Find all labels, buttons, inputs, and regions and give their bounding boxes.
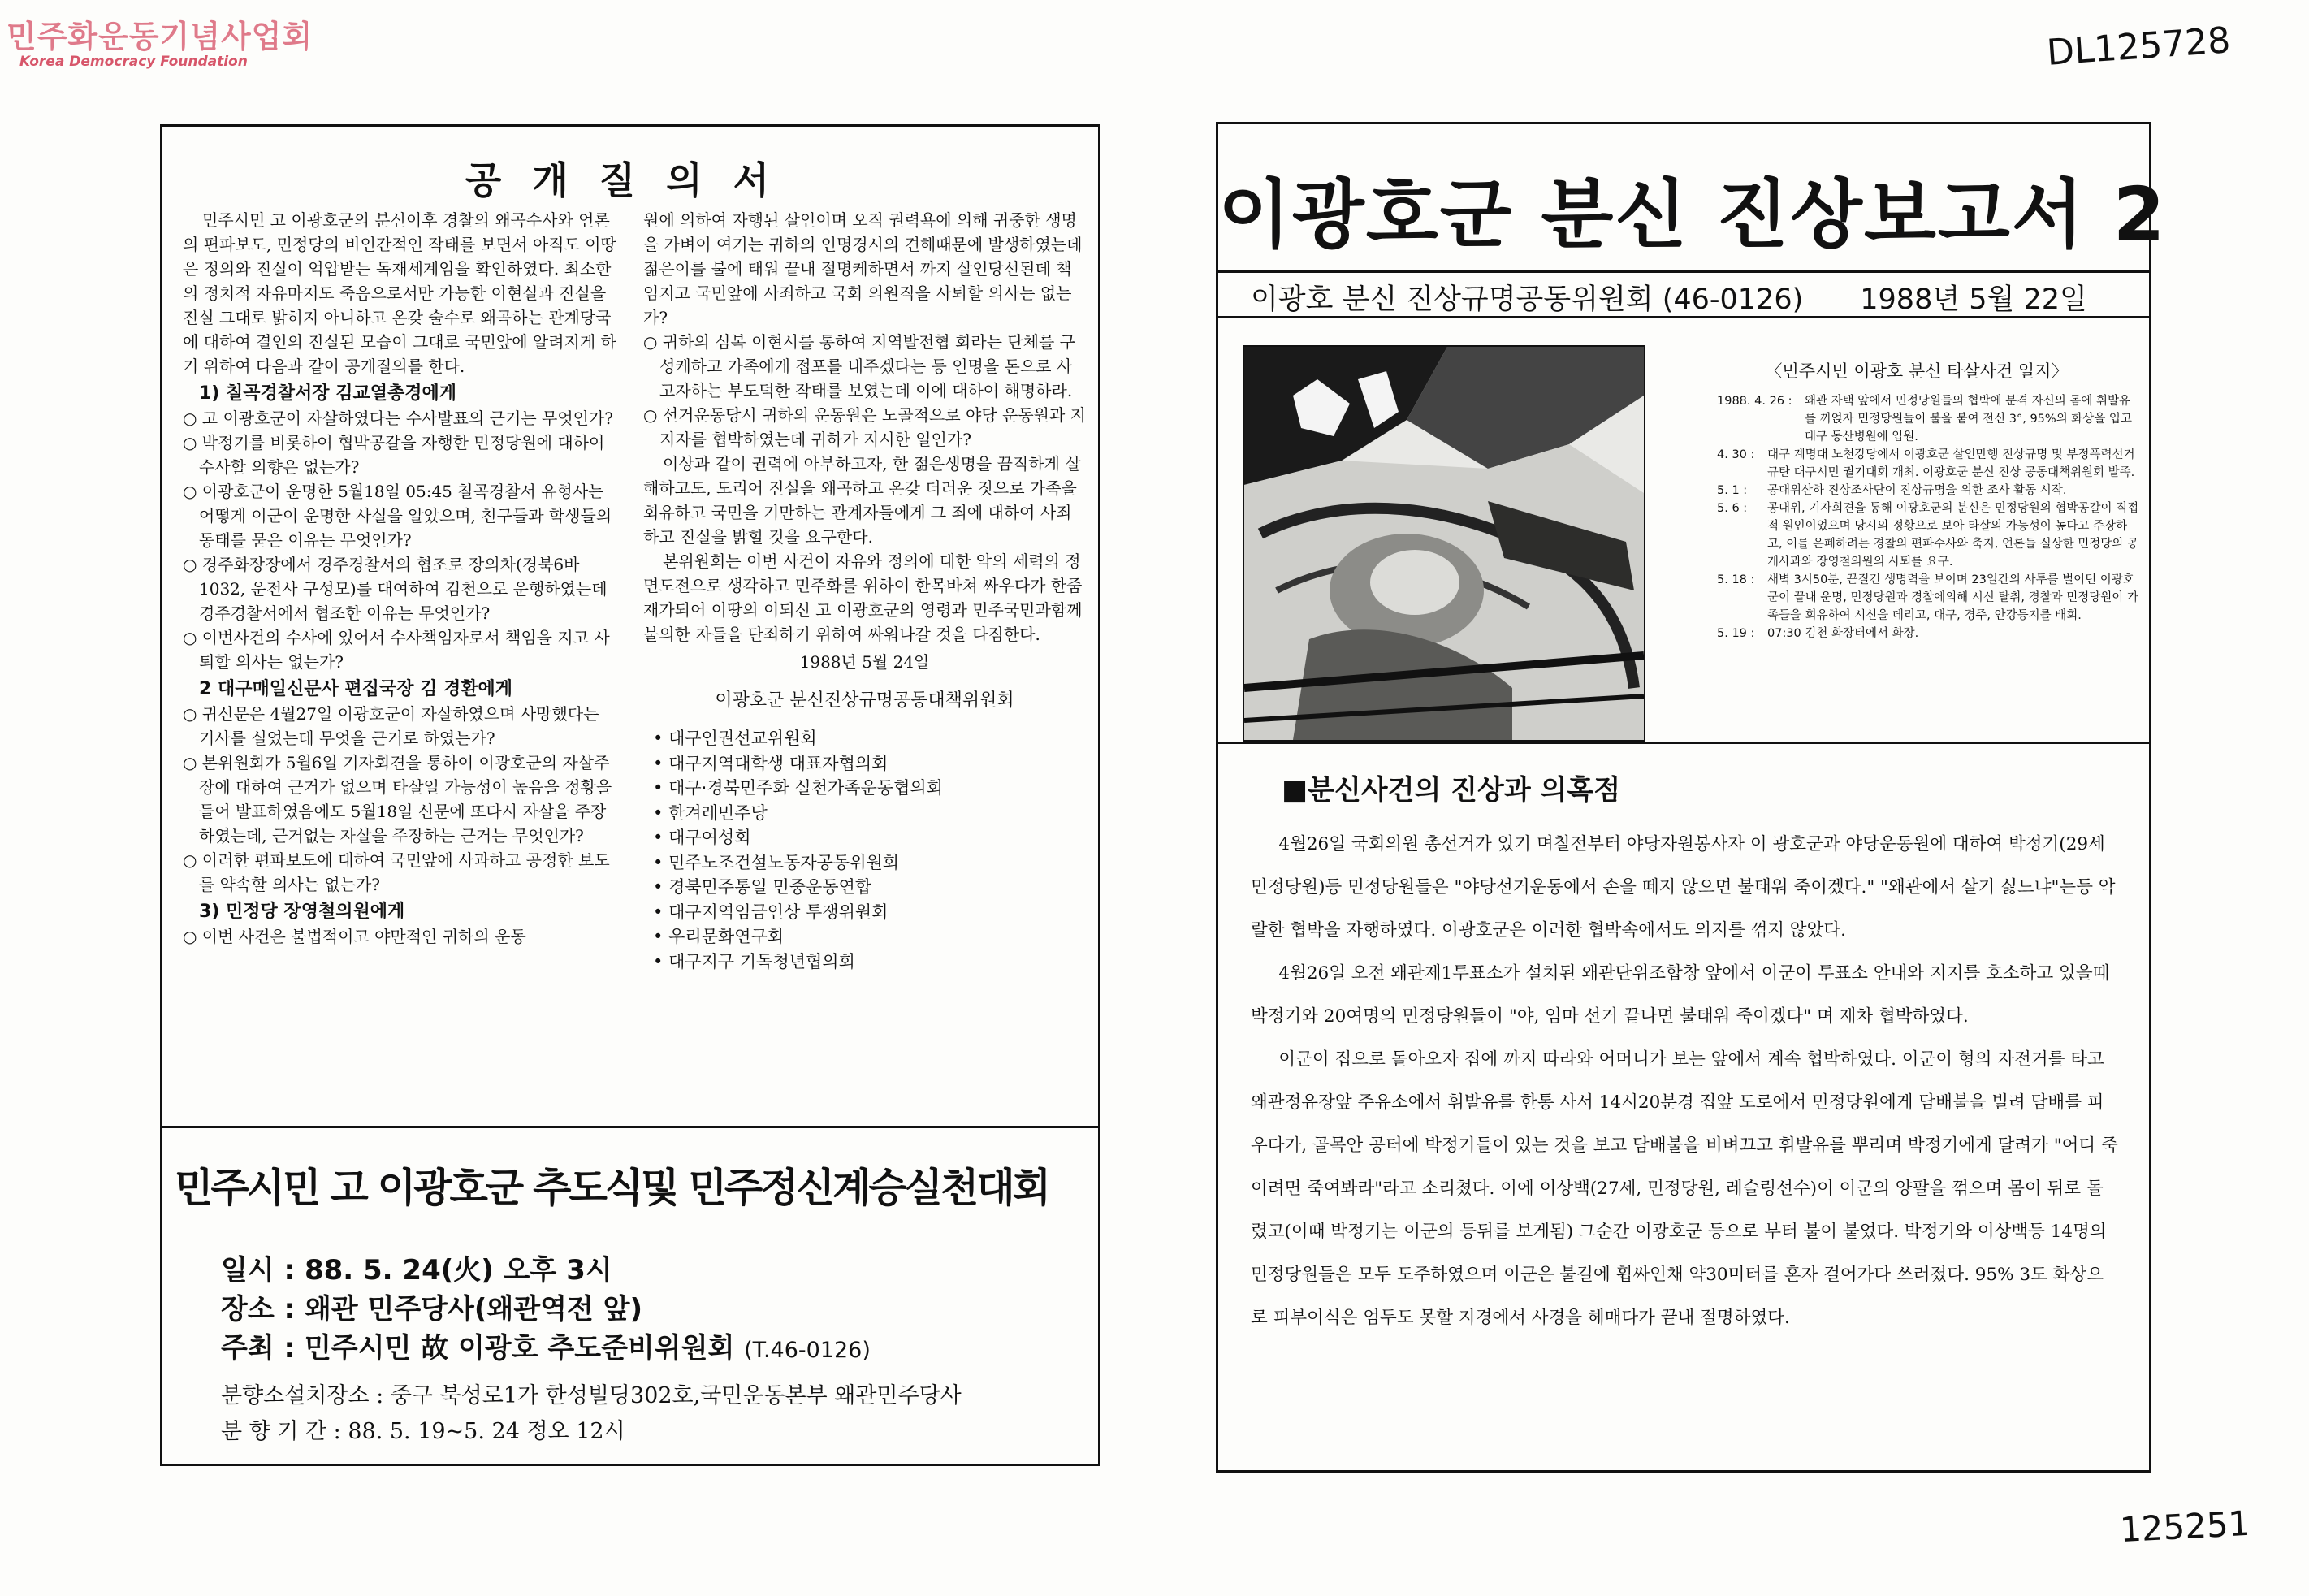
article-paragraph: 4월26일 오전 왜관제1투표소가 설치된 왜관단위조합창 앞에서 이군이 투표소 안내와 지지를 호소하고 있을때 박정기와 20여명의 민정당원들이 "야, 임마 선거 끝나면 불태워 죽이겠다" 며 재차 협박하였다. — [1251, 963, 2110, 1027]
article-paragraph: 4월26일 국회의원 총선거가 있기 며칠전부터 야당자원봉사자 이 광호군과 야당운동원에 대하여 박정기(29세 민정당원)등 민정당원들은 "야당선거운동에서 손을 떼지 않으면 불태워 죽이겠다." "왜관에서 살기 싫느냐"는등 악랄한 협박을 자행하였다. 이광호군은 이러한 협박속에서도 의지를 꺾지 않았다. — [1251, 834, 2116, 941]
question-item: ○ 본위원회가 5월6일 기자회견을 통하여 이광호군의 자살주장에 대하여 근거가 없으며 타살일 가능성이 높음을 정황을 들어 발표하였음에도 5월18일 신문에 또다시 자살을 주장하였는데, 근거없는 자살을 주장하는 근거는 무엇인가? — [183, 753, 612, 846]
open-letter-panel — [160, 124, 1100, 1466]
timeline-text: 07:30 김천 화장터에서 화장. — [1767, 627, 1919, 640]
paragraph: 원에 의하여 자행된 살인이며 오직 권력욕에 의해 귀중한 생명을 가벼이 여기는 귀하의 인명경시의 견해때문에 발생하였는데 젊은이를 불에 태워 끝내 절명케하면서 까지 살인당선된데 책임지고 국민앞에 사죄하고 국회 의원직을 사퇴할 의사는 없는가? — [643, 210, 1083, 327]
member-organization: • 우리문화연구회 — [653, 924, 1086, 949]
question-item: ○ 귀신문은 4월27일 이광호군이 자살하였으며 사망했다는 기사를 실었는데 무엇을 근거로 하였는가? — [183, 704, 599, 748]
report-date: 1988년 5월 22일 — [1860, 283, 2087, 316]
photo-illustration — [1244, 347, 1644, 740]
member-organization: • 대구지구 기독청년협의회 — [653, 949, 1086, 975]
member-organization: • 대구여성회 — [653, 825, 1086, 850]
divider — [1218, 270, 2149, 273]
event-place: 장소 : 왜관 민주당사(왜관역전 앞) — [221, 1293, 642, 1326]
timeline-entry — [1717, 571, 2139, 625]
timeline-entry — [1717, 500, 2139, 571]
report-title: 이광호군 분신 진상보고서 2 — [1218, 171, 2167, 258]
open-letter-date: 1988년 5월 24일 — [799, 652, 930, 672]
timeline-entry — [1717, 482, 2139, 500]
member-organization: • 대구지역대학생 대표자협의회 — [653, 751, 1086, 776]
timeline-date: 4. 30 : — [1717, 448, 1755, 461]
open-letter-column-right-body — [643, 208, 1086, 647]
report-publisher-line — [1251, 277, 2087, 318]
timeline-entry — [1717, 625, 2139, 642]
news-photo — [1243, 345, 1645, 742]
timeline-date: 5. 18 : — [1717, 573, 1755, 586]
memorial-place: 분향소설치장소 : 중구 북성로1가 한성빌딩302호,국민운동본부 왜관민주당사 — [221, 1383, 962, 1408]
incident-timeline — [1717, 392, 2139, 642]
memorial-period: 분 향 기 간 : 88. 5. 19~5. 24 정오 12시 — [221, 1419, 625, 1444]
watermark-english: Korea Democracy Foundation — [19, 54, 248, 70]
timeline-entry — [1717, 446, 2139, 482]
archive-code-bottom: 125251 — [2118, 1503, 2251, 1551]
archive-code-top: DL125728 — [2045, 19, 2232, 74]
member-organization: • 한겨레민주당 — [653, 801, 1086, 826]
question-target-heading: 2 대구매일신문사 편집국장 김 경환에게 — [199, 679, 512, 699]
event-host-name: 주최 : 민주시민 故 이광호 추도준비위원회 — [221, 1332, 735, 1365]
event-phone: (T.46-0126) — [744, 1338, 871, 1363]
question-item: ○ 귀하의 심복 이현시를 통하여 지역발전협 회라는 단체를 구성케하고 가족에게 접포를 내주겠다는 등 인명을 돈으로 사고자하는 부도덕한 작태를 보였는데 이에 대하여 해명하라. — [643, 332, 1075, 400]
divider — [162, 1126, 1098, 1128]
timeline-entry — [1717, 392, 2139, 446]
paragraph: 이상과 같이 권력에 아부하고자, 한 젊은생명을 끔직하게 살해하고도, 도리어 진실을 왜곡하고 온갖 더러운 짓으로 가족을 회유하고 국민을 기만하는 관계자들에게 그 죄에 대하여 사죄하고 진실을 밝힐 것을 요구한다. — [643, 454, 1081, 547]
event-host — [221, 1326, 871, 1365]
member-organization: • 대구·경북민주화 실천가족운동협의회 — [653, 776, 1086, 801]
question-item: ○ 선거운동당시 귀하의 운동원은 노골적으로 야당 운동원과 지지자를 협박하였는데 귀하가 지시한 일인가? — [643, 405, 1086, 449]
timeline-date: 5. 19 : — [1717, 627, 1755, 640]
memorial-event-title: 민주시민 고 이광호군 추도식및 민주정신계승실천대회 — [175, 1165, 1049, 1211]
divider — [1218, 742, 2149, 744]
timeline-text: 대구 계명대 노천강당에서 이광호군 살인만행 진상규명 및 부정폭력선거 규탄 대구시민 궐기대회 개최. 이광호군 분신 진상 공동대책위원회 발족. — [1767, 448, 2135, 479]
timeline-text: 공대위, 기자회견을 통해 이광호군의 분신은 민정당원의 협박공갈이 직접적 원인이었으며 당시의 정황으로 보아 타살의 가능성이 높다고 주장하고, 이를 은폐하려는 경찰의 편파수사와 축지, 언론들 실상한 민정당의 공개사과와 장영철의원의 사퇴를 요구. — [1767, 502, 2139, 569]
question-item: ○ 고 이광호군이 자살하였다는 수사발표의 근거는 무엇인가? — [183, 409, 613, 428]
paragraph: 민주시민 고 이광호군의 분신이후 경찰의 왜곡수사와 언론의 편파보도, 민정당의 비인간적인 작태를 보면서 아직도 이땅은 정의와 진실이 억압받는 독재세계임을 확인하였다. 최소한의 정치적 자유마저도 죽음으로서만 가능한 이현실과 진실을 진실 그대로 밝히지 아니하고 온갖 술수로 왜곡하는 관계당국에 대하여 결인의 진실된 모습이 그대로 국민앞에 알려지게 하기 위하여 다음과 같이 공개질의를 한다. — [183, 210, 616, 376]
member-organization-list — [653, 726, 1086, 974]
timeline-text: 공대위산하 진상조사단이 진상규명을 위한 조사 활동 시작. — [1767, 484, 2067, 497]
question-item: ○ 이러한 편파보도에 대하여 국민앞에 사과하고 공정한 보도를 약속할 의사는 없는가? — [183, 850, 610, 894]
member-organization: • 경북민주통일 민중운동연합 — [653, 875, 1086, 900]
question-target-heading: 1) 칠곡경찰서장 김교열총경에게 — [199, 383, 456, 404]
question-item: ○ 이번사건의 수사에 있어서 수사책임자로서 책임을 지고 사퇴할 의사는 없는가? — [183, 628, 610, 672]
question-item: ○ 박정기를 비롯하여 협박공갈을 자행한 민정당원에 대하여 수사할 의향은 없는가? — [183, 433, 605, 477]
timeline-date: 5. 1 : — [1717, 484, 1748, 497]
timeline-date: 5. 6 : — [1717, 502, 1748, 515]
open-letter-title: 공개질의서 — [465, 158, 801, 202]
member-organization: • 대구지역임금인상 투쟁위원회 — [653, 900, 1086, 925]
event-date: 일시 : 88. 5. 24(火) 오후 3시 — [221, 1254, 612, 1287]
report-article — [1251, 823, 2120, 1339]
member-organization: • 민주노조건설노동자공동위원회 — [653, 850, 1086, 876]
report-panel — [1216, 122, 2167, 1473]
question-item: ○ 이번 사건은 불법적이고 야만적인 귀하의 운동 — [183, 927, 526, 946]
open-letter-column-right — [643, 208, 1086, 974]
watermark-korean: 민주화운동기념사업회 — [6, 19, 313, 54]
timeline-text: 왜관 자택 앞에서 민정당원들의 협박에 분격 자신의 몸에 휘발유를 끼얹자 민정당원들이 불을 붙여 전신 3°, 95%의 화상을 입고 대구 동산병원에 입원. — [1805, 395, 2132, 443]
question-item: ○ 경주화장장에서 경주경찰서의 협조로 장의차(경북6바1032, 운전사 구성모)를 대여하여 김천으로 운행하였는데 경주경찰서에서 협조한 이유는 무엇인가? — [183, 555, 608, 623]
paragraph: 본위원회는 이번 사건이 자유와 정의에 대한 악의 세력의 정면도전으로 생각하고 민주화를 위하여 한목바쳐 싸우다가 한줌 재가되어 이땅의 이되신 고 이광호군의 영령과 민주국민과함께 불의한 자들을 단죄하기 위하여 싸워나갈 것을 다짐한다. — [643, 551, 1083, 644]
timeline-date: 1988. 4. 26 : — [1717, 395, 1792, 408]
open-letter-column-left — [183, 208, 617, 949]
report-publisher: 이광호 분신 진상규명공동위원회 (46-0126) — [1251, 283, 1804, 316]
timeline-text: 새벽 3시50분, 끈질긴 생명력을 보이며 23일간의 사투를 벌이던 이광호군이 끝내 운명, 민정당원과 경찰에의해 시신 탈취, 경찰과 민정당원이 가족들을 회유하여 시신을 데리고, 대구, 경주, 안강등지를 배회. — [1767, 573, 2138, 622]
member-organization: • 대구인권선교위원회 — [653, 726, 1086, 751]
timeline-title: 〈민주시민 이광호 분신 타살사건 일지〉 — [1765, 361, 2069, 381]
question-item: ○ 이광호군이 운명한 5월18일 05:45 칠곡경찰서 유형사는 어떻게 이군이 운명한 사실을 알았으며, 친구들과 학생들의 동태를 묻은 이유는 무엇인가? — [183, 482, 612, 550]
committee-heading: 이광호군 분신진상규명공동대책위원회 — [715, 690, 1014, 711]
article-paragraph: 이군이 집으로 돌아오자 집에 까지 따라와 어머니가 보는 앞에서 계속 협박하였다. 이군이 형의 자전거를 타고 왜관정유장앞 주유소에서 휘발유를 한통 사서 14시20분경 집앞 도로에서 민정당원에게 담배불을 빌려 담배를 피우다가, 골목안 공터에 박정기들이 있는 것을 보고 담배불을 비벼끄고 휘발유를 뿌리며 박정기에게 달려가 "어디 죽이려면 죽여봐라"라고 소리쳤다. 이에 이상백(27세, 민정당원, 레슬링선수)이 이군의 양팔을 꺾으며 몸이 뒤로 돌렸고(이때 박정기는 이군의 등뒤를 보게됨) 그순간 이광호군 등으로 부터 불이 붙었다. 박정기와 이상백등 14명의 민정당원들은 모두 도주하였으며 이군은 불길에 휩싸인채 약30미터를 혼자 걸어가다 쓰러졌다. 95% 3도 화상으로 피부이식은 엄두도 못할 지경에서 사경을 헤매다가 끝내 절명하였다. — [1251, 1049, 2118, 1328]
section-heading: ■분신사건의 진상과 의혹점 — [1282, 774, 1621, 807]
divider — [1218, 316, 2149, 318]
question-target-heading: 3) 민정당 장영철의원에게 — [199, 902, 405, 922]
